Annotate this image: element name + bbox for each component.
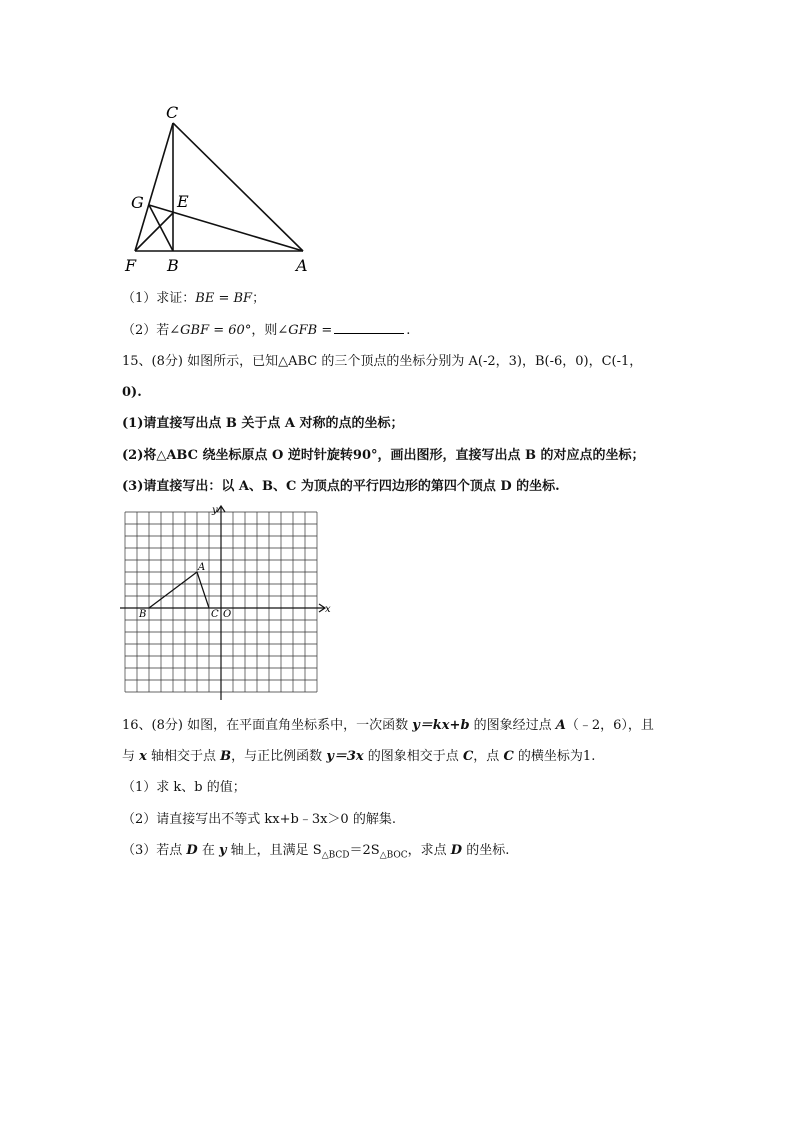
q16-item3-c: 轴上，且满足 S: [226, 843, 322, 858]
q16-line1-pt: A: [555, 718, 566, 733]
q16-item3: [122, 841, 509, 866]
q16-item3-a: （3）若点: [122, 843, 187, 858]
axis-x-label: x: [325, 604, 331, 615]
q16-line2: [122, 747, 595, 767]
q16-line2-a: 与: [122, 749, 140, 764]
point-C-label: C: [211, 609, 219, 620]
q16-line1-a: 16、(8分) 如图，在平面直角坐标系中，一次函数: [122, 718, 413, 733]
q16-item3-f: 的坐标.: [462, 843, 510, 858]
q16-line2-C2: C: [503, 749, 514, 764]
label-F: F: [125, 256, 137, 275]
q14-part2-suffix: .: [406, 323, 411, 338]
q16-line1-c: （﹣2，6），且: [565, 718, 654, 733]
q15-item3: (3)请直接写出：以 A、B、C 为顶点的平行四边形的第四个顶点 D 的坐标.: [122, 479, 560, 494]
q16-item3-d: ＝2S: [349, 843, 380, 858]
label-E: E: [177, 192, 189, 211]
q15-line1: 15、(8分) 如图所示，已知△ABC 的三个顶点的坐标分别为 A(-2，3)，B(-6，0)，C(-1，: [122, 354, 643, 369]
label-A: A: [296, 256, 308, 275]
q14-part1: [122, 289, 265, 309]
point-A-label: A: [198, 562, 206, 573]
q14-part1-math: BE = BF: [195, 291, 253, 306]
q16-line2-b: 轴相交于点: [146, 749, 221, 764]
q16-line2-c: ，与正比例函数: [231, 749, 327, 764]
q16-item3-sub2: △BOC: [379, 850, 408, 861]
q14-part2-prefix: （2）若∠: [122, 323, 181, 338]
q14-part2-mid: ，则∠: [251, 323, 289, 338]
q16-item2: （2）请直接写出不等式 kx+b﹣3x＞0 的解集.: [122, 812, 396, 827]
q16-item3-D: D: [186, 843, 198, 858]
q15-line2: 0).: [122, 385, 142, 400]
q16-line1: [122, 716, 654, 736]
q16-line2-f: 的横坐标为1.: [513, 749, 596, 764]
q16-line2-func: y＝3x: [326, 749, 364, 764]
label-B: B: [167, 256, 179, 275]
q16-line1-b: 的图象经过点: [469, 718, 556, 733]
q16-line1-func: y＝kx+b: [412, 718, 470, 733]
answer-blank: [334, 321, 404, 334]
q16-item3-D2: D: [450, 843, 463, 858]
origin-label: O: [223, 609, 232, 620]
q16-line2-C: C: [462, 749, 474, 764]
coordinate-grid-figure: [118, 503, 338, 703]
label-C: C: [166, 103, 179, 122]
q14-part2-angle2: GFB =: [288, 323, 333, 338]
q16-line2-e: ，点: [473, 749, 504, 764]
axis-y-label: y: [212, 505, 218, 516]
q16-item3-y: y: [218, 843, 227, 858]
q15-item2: (2)将△ABC 绕坐标原点 O 逆时针旋转90°，画出图形，直接写出点 B 的对应点的坐标；: [122, 448, 645, 463]
point-B-label: B: [139, 609, 147, 620]
q16-item1: （1）求 k、b 的值；: [122, 780, 246, 795]
q15-item1: (1)请直接写出点 B 关于点 A 对称的点的坐标；: [122, 416, 404, 431]
q16-line2-x: x: [139, 749, 147, 764]
triangle-figure: [118, 96, 328, 276]
q16-item3-b: 在: [197, 843, 219, 858]
q14-part1-suffix: ；: [252, 291, 266, 306]
q16-line2-B: B: [220, 749, 232, 764]
q16-line2-d: 的图象相交于点: [363, 749, 463, 764]
label-G: G: [131, 193, 144, 212]
q14-part1-prefix: （1）求证：: [122, 291, 196, 306]
q14-part2: [122, 321, 410, 341]
q16-item3-e: ，求点: [407, 843, 451, 858]
segment-AC: [197, 572, 209, 608]
q16-item3-sub1: △BCD: [321, 850, 350, 861]
q14-part2-angle1: GBF = 60°: [180, 323, 252, 338]
